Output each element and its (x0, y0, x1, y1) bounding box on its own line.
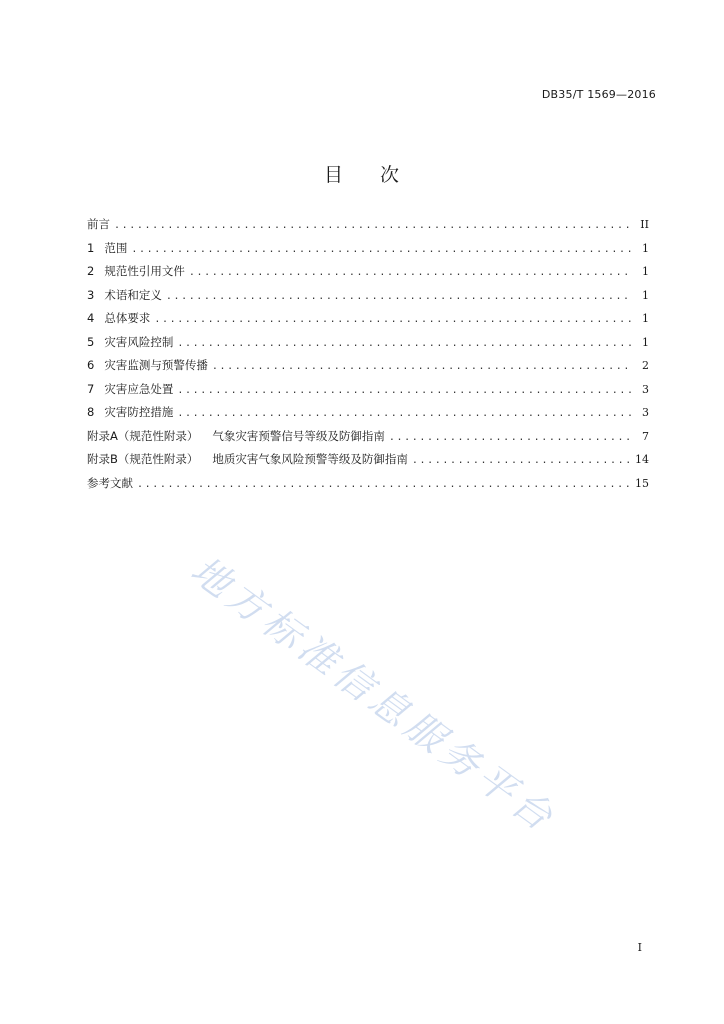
toc-entry-prevention-measures[interactable] (87, 404, 649, 428)
toc-entry-label: 灾害防控措施 (104, 405, 174, 419)
toc-title-char-1: 目 (323, 164, 344, 186)
toc-entry-general-requirements[interactable] (87, 310, 649, 334)
toc-entry-terms-definitions[interactable] (87, 287, 649, 311)
toc-entry-label: 总体要求 (104, 311, 151, 325)
toc-leader-dots (154, 314, 631, 325)
toc-entry-emergency-response[interactable] (87, 381, 649, 405)
toc-entry-page: 3 (642, 406, 649, 419)
toc-entry-label: 参考文献 (87, 475, 133, 490)
toc-entry-page: 1 (642, 335, 649, 349)
toc-entry-label: 灾害监测与预警传播 (104, 358, 208, 372)
standard-code: DB35/T 1569—2016 (541, 88, 656, 101)
toc-leader-dots (412, 455, 629, 466)
toc-entry-page: 1 (642, 288, 649, 302)
toc-leader-dots (131, 244, 631, 255)
toc-leader-dots (177, 385, 631, 396)
toc-leader-dots (114, 220, 631, 231)
toc-entry-monitoring-warning[interactable] (87, 357, 649, 381)
toc-entry-label: 灾害风险控制 (104, 334, 174, 349)
toc-entry-number: 5 (87, 334, 95, 349)
toc-entry-bibliography[interactable] (87, 475, 649, 499)
table-of-contents (87, 216, 649, 498)
toc-entry-foreword[interactable] (87, 216, 649, 240)
toc-leader-dots (212, 361, 631, 372)
toc-title-char-2: 次 (380, 164, 401, 186)
watermark: 地方标准信息服务平台 (183, 547, 565, 842)
toc-entry-number: 6 (87, 358, 95, 372)
toc-leader-dots (166, 291, 631, 302)
toc-entry-number: 2 (87, 264, 95, 278)
toc-entry-subtitle: 气象灾害预警信号等级及防御指南 (212, 428, 385, 443)
toc-entry-number: 8 (87, 405, 95, 419)
toc-entry-subtitle: 地质灾害气象风险预警等级及防御指南 (212, 452, 408, 466)
toc-entry-number: 7 (87, 381, 95, 396)
toc-entry-label: 灾害应急处置 (104, 381, 174, 396)
toc-leader-dots (137, 479, 629, 490)
toc-entry-label: 范围 (104, 240, 128, 255)
toc-entry-normative-references[interactable] (87, 263, 649, 287)
toc-entry-label: 前言 (87, 217, 110, 231)
toc-entry-number: 1 (87, 240, 95, 255)
toc-entry-label: 术语和定义 (104, 287, 162, 302)
toc-entry-page: 7 (642, 429, 649, 443)
toc-entry-page: 2 (642, 359, 649, 372)
toc-entry-page: 1 (642, 265, 649, 278)
toc-entry-risk-control[interactable] (87, 334, 649, 358)
toc-leader-dots (177, 408, 631, 419)
toc-entry-appendix-b[interactable] (87, 451, 649, 475)
page-number: I (637, 941, 642, 954)
toc-leader-dots (177, 338, 631, 349)
toc-entry-appendix-a[interactable] (87, 428, 649, 452)
toc-entry-label: 规范性引用文件 (104, 264, 185, 278)
toc-entry-page: II (640, 218, 649, 231)
toc-entry-page: 15 (635, 476, 649, 490)
toc-entry-page: 14 (635, 453, 649, 466)
toc-entry-number: 3 (87, 287, 95, 302)
toc-title (0, 160, 724, 187)
toc-leader-dots (189, 267, 631, 278)
toc-entry-page: 1 (642, 241, 649, 255)
toc-entry-number: 4 (87, 311, 95, 325)
toc-entry-label: 附录B（规范性附录） (87, 452, 199, 466)
toc-entry-label: 附录A（规范性附录） (87, 428, 199, 443)
toc-entry-scope[interactable] (87, 240, 649, 264)
toc-entry-page: 3 (642, 382, 649, 396)
toc-leader-dots (389, 432, 631, 443)
toc-entry-page: 1 (642, 312, 649, 325)
